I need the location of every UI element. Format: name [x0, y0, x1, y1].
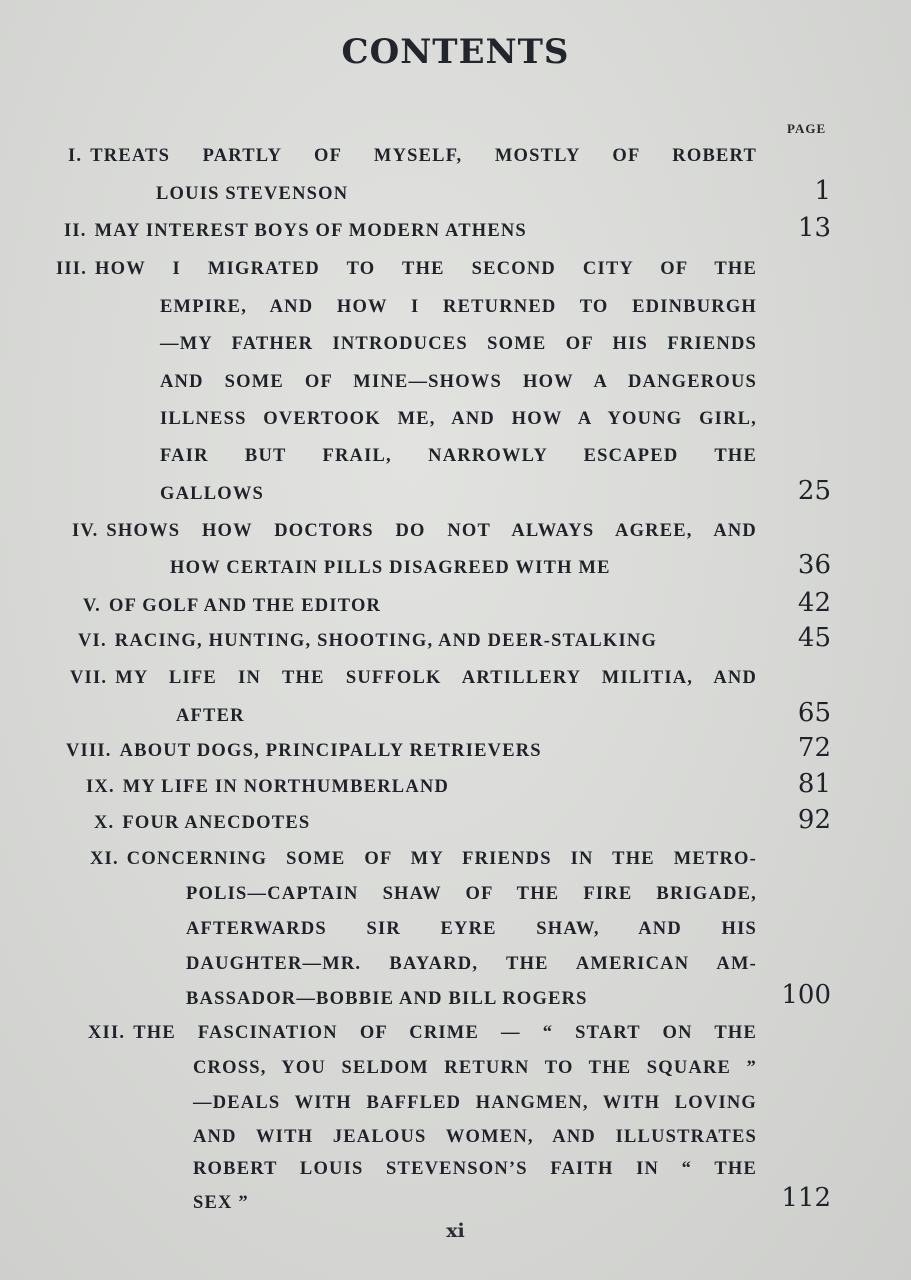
chapter-title-text: MAY INTEREST BOYS OF MODERN ATHENS: [94, 221, 527, 241]
chapter-title-text: FAIR BUT FRAIL, NARROWLY ESCAPED THE: [160, 446, 757, 466]
toc-entry-line: [156, 183, 348, 205]
chapter-numeral: XI.: [90, 849, 119, 869]
toc-entry-line: [160, 296, 757, 318]
chapter-title-text: BASSADOR—BOBBIE AND BILL ROGERS: [186, 989, 588, 1009]
chapter-numeral: X.: [94, 813, 115, 833]
chapter-numeral: VII.: [70, 668, 108, 688]
toc-entry-line: [186, 953, 757, 975]
toc-entry-line: [160, 371, 757, 393]
toc-entry-line: [90, 848, 757, 870]
toc-entry-line: [186, 918, 757, 940]
chapter-numeral: VI.: [78, 631, 107, 651]
toc-page-number: 42: [797, 588, 831, 618]
chapter-title-text: AFTER: [176, 706, 245, 726]
chapter-title-text: TREATS PARTLY OF MYSELF, MOSTLY OF ROBERT: [90, 146, 757, 166]
chapter-title-text: ABOUT DOGS, PRINCIPALLY RETRIEVERS: [119, 741, 542, 761]
toc-page-number: 72: [797, 733, 831, 763]
chapter-title-text: HOW CERTAIN PILLS DISAGREED WITH ME: [170, 558, 611, 578]
folio-page-number: xi: [446, 1220, 465, 1242]
chapter-title-text: MY LIFE IN NORTHUMBERLAND: [122, 777, 450, 797]
toc-entry-line: [160, 483, 264, 505]
toc-entry-line: [160, 408, 757, 430]
toc-entry-line: [176, 705, 245, 727]
chapter-title-text: AND SOME OF MINE—SHOWS HOW A DANGEROUS: [160, 372, 757, 392]
chapter-title-text: —MY FATHER INTRODUCES SOME OF HIS FRIENDS: [160, 334, 757, 354]
toc-page-number: 92: [797, 805, 831, 835]
chapter-numeral: IX.: [86, 777, 115, 797]
chapter-title-text: ROBERT LOUIS STEVENSON’S FAITH IN “ THE: [193, 1159, 757, 1179]
chapter-title-text: LOUIS STEVENSON: [156, 184, 349, 204]
toc-entry-line: [94, 812, 310, 834]
chapter-title-text: ILLNESS OVERTOOK ME, AND HOW A YOUNG GIRL,: [160, 409, 757, 429]
toc-entry-line: [193, 1126, 757, 1148]
chapter-title-text: —DEALS WITH BAFFLED HANGMEN, WITH LOVING: [193, 1093, 757, 1113]
toc-entry-line: [186, 883, 757, 905]
toc-entry-line: [193, 1057, 757, 1079]
toc-entry-line: [193, 1192, 249, 1214]
chapter-numeral: III.: [56, 259, 88, 279]
chapter-title-text: SHOWS HOW DOCTORS DO NOT ALWAYS AGREE, AND: [106, 521, 757, 541]
chapter-title-text: CROSS, YOU SELDOM RETURN TO THE SQUARE ”: [193, 1058, 757, 1078]
toc-entry-line: [64, 220, 527, 242]
toc-page-number: 100: [781, 980, 831, 1010]
toc-page-number: 81: [797, 769, 831, 799]
chapter-title-text: AFTERWARDS SIR EYRE SHAW, AND HIS: [186, 919, 757, 939]
toc-page-number: 1: [814, 176, 831, 206]
chapter-title-text: DAUGHTER—MR. BAYARD, THE AMERICAN AM-: [186, 954, 757, 974]
toc-page-number: 65: [797, 698, 831, 728]
toc-page-number: 13: [797, 213, 831, 243]
toc-entry-line: [70, 667, 757, 689]
toc-entry-line: [66, 740, 542, 762]
chapter-numeral: V.: [83, 596, 102, 616]
chapter-title-text: CONCERNING SOME OF MY FRIENDS IN THE METRO-: [126, 849, 757, 869]
toc-entry-line: [160, 333, 757, 355]
chapter-numeral: IV.: [72, 521, 99, 541]
toc-entry-line: [86, 776, 449, 798]
toc-page-number: 45: [797, 623, 831, 653]
toc-page-number: 112: [781, 1183, 831, 1213]
chapter-title-text: HOW I MIGRATED TO THE SECOND CITY OF THE: [95, 259, 757, 279]
chapter-title-text: FOUR ANECDOTES: [122, 813, 311, 833]
page-column-label: PAGE: [787, 121, 827, 136]
toc-entry-line: [170, 557, 611, 579]
toc-entry-line: [72, 520, 757, 542]
toc-entry-line: [56, 258, 757, 280]
chapter-numeral: VIII.: [66, 741, 112, 761]
chapter-title-text: SEX ”: [193, 1193, 249, 1213]
toc-entry-line: [193, 1092, 757, 1114]
toc-entry-line: [78, 630, 657, 652]
chapter-title-text: RACING, HUNTING, SHOOTING, AND DEER-STALKING: [114, 631, 658, 651]
toc-entry-line: [83, 595, 381, 617]
toc-entry-line: [186, 988, 588, 1010]
chapter-numeral: II.: [64, 221, 87, 241]
toc-page-number: 25: [797, 476, 831, 506]
chapter-title-text: EMPIRE, AND HOW I RETURNED TO EDINBURGH: [160, 297, 757, 317]
chapter-title-text: AND WITH JEALOUS WOMEN, AND ILLUSTRATES: [193, 1127, 757, 1147]
toc-entry-line: [68, 145, 757, 167]
page-title: CONTENTS: [341, 32, 570, 72]
chapter-numeral: XII.: [88, 1023, 126, 1043]
chapter-title-text: THE FASCINATION OF CRIME — “ START ON THE: [133, 1023, 757, 1043]
chapter-title-text: OF GOLF AND THE EDITOR: [109, 596, 382, 616]
chapter-numeral: I.: [68, 146, 83, 166]
chapter-title-text: POLIS—CAPTAIN SHAW OF THE FIRE BRIGADE,: [186, 884, 757, 904]
toc-entry-line: [160, 445, 757, 467]
toc-page-number: 36: [797, 550, 831, 580]
toc-entry-line: [88, 1022, 757, 1044]
chapter-title-text: MY LIFE IN THE SUFFOLK ARTILLERY MILITIA, AND: [115, 668, 757, 688]
toc-entry-line: [193, 1158, 757, 1180]
chapter-title-text: GALLOWS: [160, 484, 265, 504]
